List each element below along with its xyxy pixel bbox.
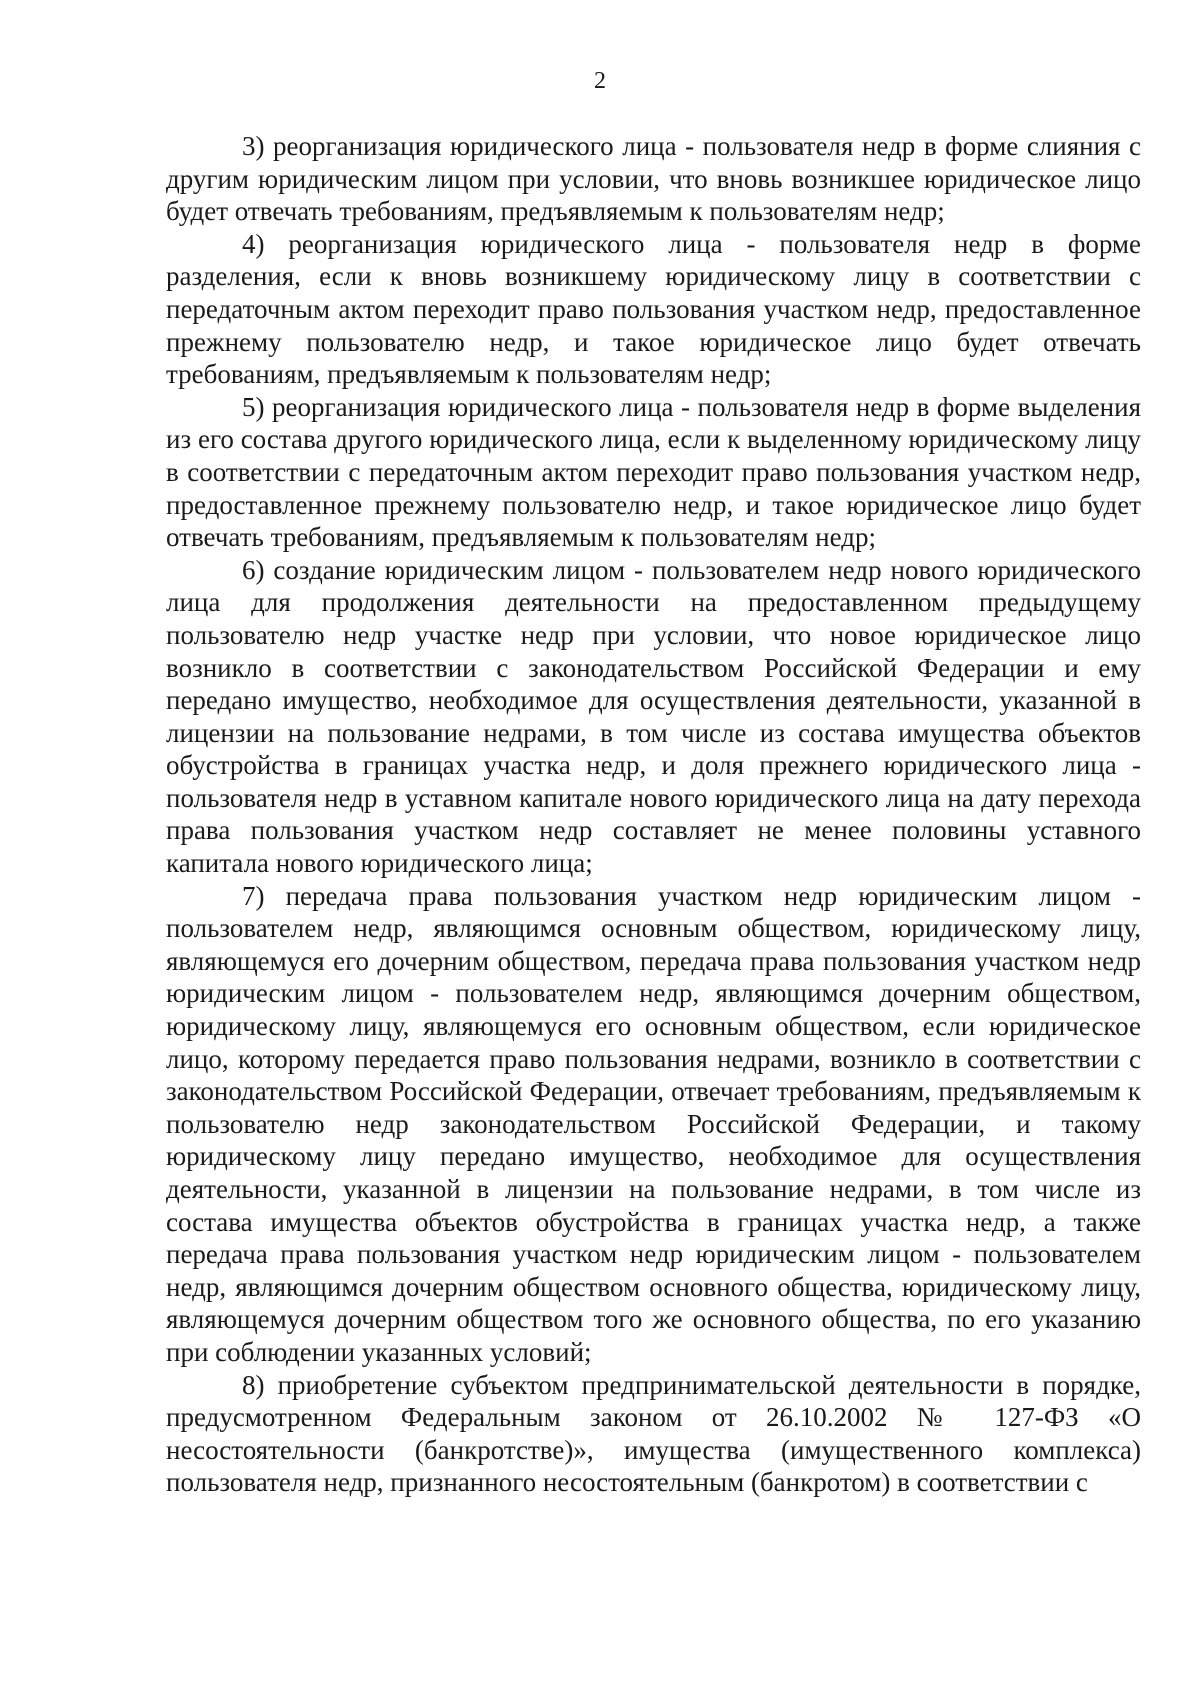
list-item-5: 5) реорганизация юридического лица - пользователя недр в форме выделения из его состава другого юридического лица, если к выделенному юридическому лицу в соответствии с передаточным актом переходит право пользования участком недр, предоставленное прежнему пользователю недр, и такое юридическое лицо будет отвечать требованиям, предъявляемым к пользователям недр; (166, 391, 1141, 553)
list-item-4: 4) реорганизация юридического лица - пользователя недр в форме разделения, если к вновь возникшему юридическому лицу в соответствии с передаточным актом переходит право пользования участком недр, предоставленное прежнему пользователю недр, и такое юридическое лицо будет отвечать требованиям, предъявляемым к пользователям недр; (166, 228, 1141, 390)
list-item-7: 7) передача права пользования участком недр юридическим лицом - пользователем недр, являющимся основным обществом, юридическому лицу, являющемуся его дочерним обществом, передача права пользования участком недр юридическим лицом - пользователем недр, являющимся дочерним обществом, юридическому лицу, являющемуся его основным обществом, если юридическое лицо, которому передается право пользования недрами, возникло в соответствии с законодательством Российской Федерации, отвечает требованиям, предъявляемым к пользователю недр законодательством Российской Федерации, и такому юридическому лицу передано имущество, необходимое для осуществления деятельности, указанной в лицензии на пользование недрами, в том числе из состава имущества объектов обустройства в границах участка недр, а также передача права пользования участком недр юридическим лицом - пользователем недр, являющимся дочерним обществом основного общества, юридическому лицу, являющемуся дочерним обществом того же основного общества, по его указанию при соблюдении указанных условий; (166, 880, 1141, 1367)
list-item-8: 8) приобретение субъектом предпринимательской деятельности в порядке, предусмотренном Федеральным законом от 26.10.2002 № 127-ФЗ «О несостоятельности (банкротстве)», имущества (имущественного комплекса) пользователя недр, признанного несостоятельным (банкротом) в соответствии с (166, 1369, 1141, 1498)
document-body (166, 130, 1141, 1499)
page-number: 2 (594, 68, 606, 94)
list-item-3: 3) реорганизация юридического лица - пользователя недр в форме слияния с другим юридическим лицом при условии, что вновь возникшее юридическое лицо будет отвечать требованиям, предъявляемым к пользователям недр; (166, 131, 1141, 227)
list-item-6: 6) создание юридическим лицом - пользователем недр нового юридического лица для продолжения деятельности на предоставленном предыдущему пользователю недр участке недр при условии, что новое юридическое лицо возникло в соответствии с законодательством Российской Федерации и ему передано имущество, необходимое для осуществления деятельности, указанной в лицензии на пользование недрами, в том числе из состава имущества объектов обустройства в границах участка недр, и доля прежнего юридического лица - пользователя недр в уставном капитале нового юридического лица на дату перехода права пользования участком недр составляет не менее половины уставного капитала нового юридического лица; (166, 554, 1141, 879)
